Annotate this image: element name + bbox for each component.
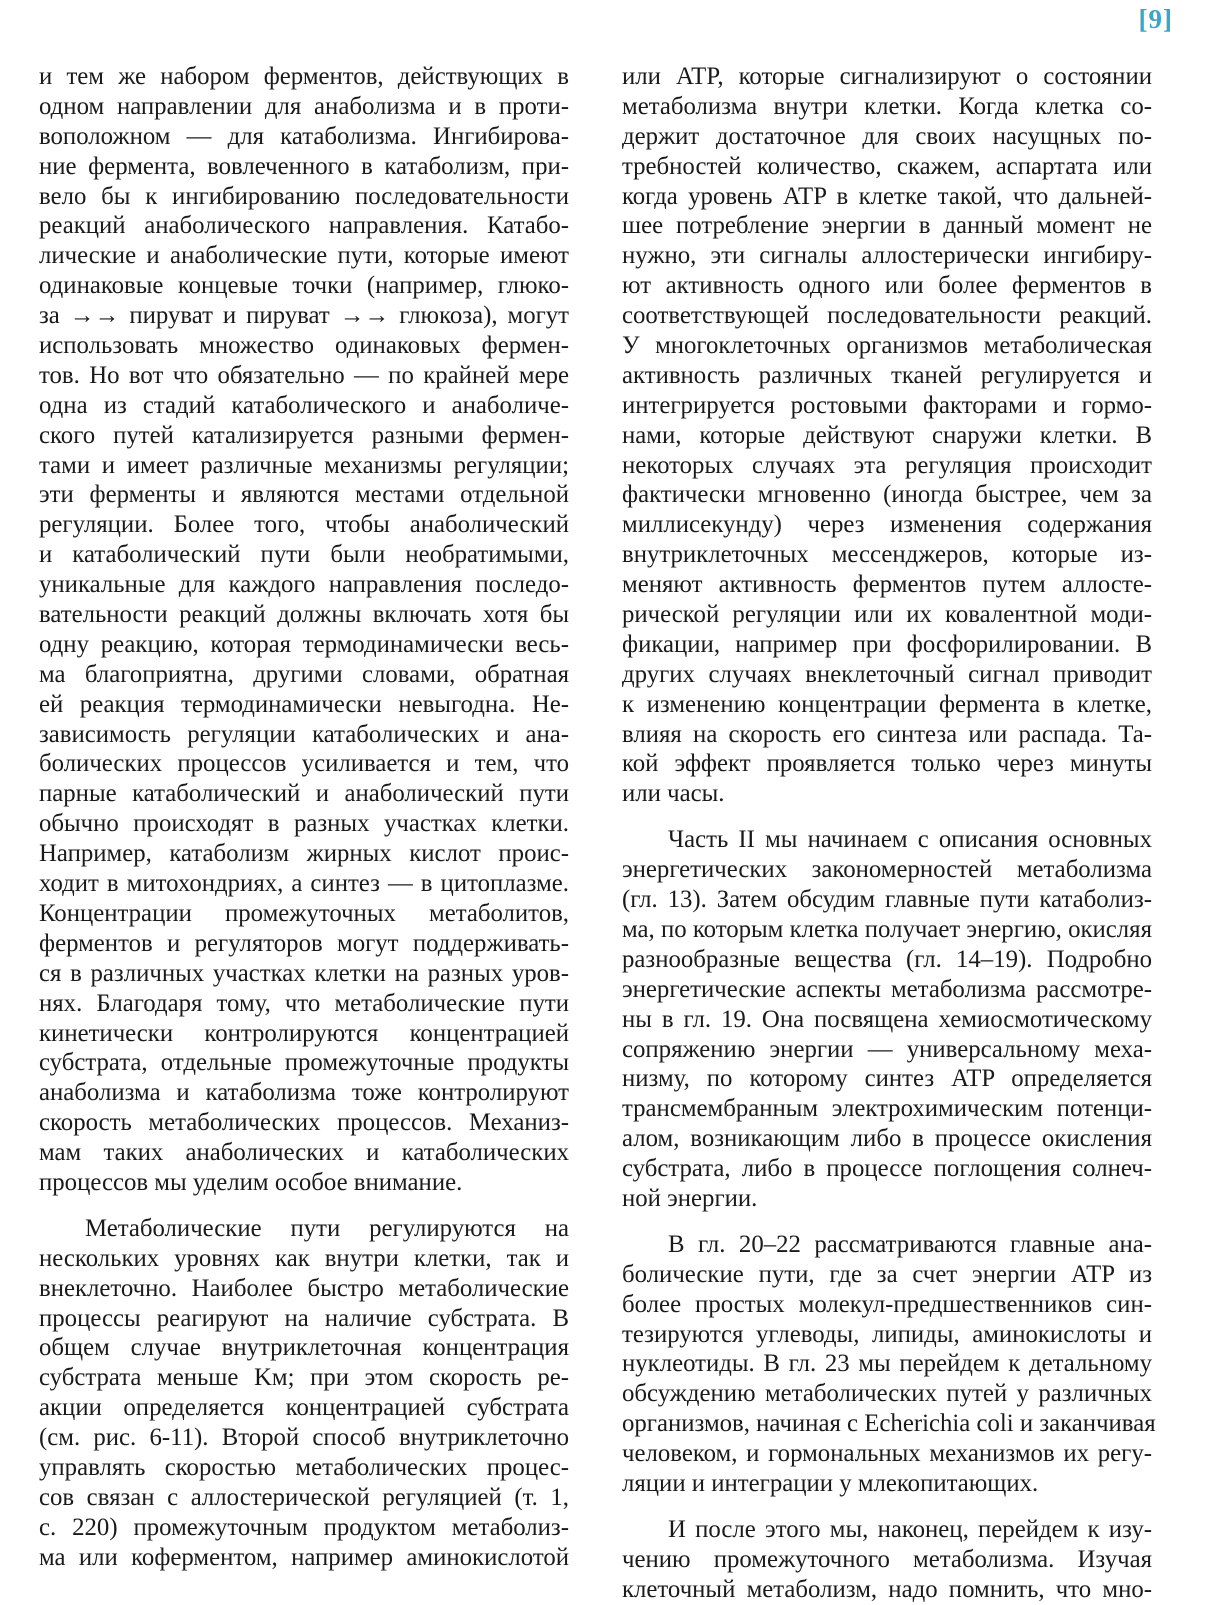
text-line: ние фермента, вовлеченного в катаболизм, при-: [39, 152, 569, 180]
text-line: субстрата, либо в процессе поглощения солнеч-: [622, 1155, 1152, 1183]
text-line: держит достаточное для своих насущных по-: [622, 122, 1152, 150]
text-line: ляции и интеграции у млекопитающих.: [622, 1469, 1039, 1497]
text-line: миллисекунду) через изменения содержания: [622, 511, 1152, 539]
text-line: сов связан с аллостерической регуляцией (т. 1,: [39, 1483, 569, 1511]
text-line: активность различных тканей регулируется и: [622, 361, 1152, 389]
text-line: (см. рис. 6-11). Второй способ внутриклеточно: [39, 1424, 569, 1452]
text-line: одном направлении для анаболизма и в проти-: [39, 92, 569, 120]
text-line: меняют активность ферментов путем аллосте-: [622, 571, 1152, 599]
text-line: Часть II мы начинаем с описания основных: [668, 826, 1152, 854]
text-line: кой эффект проявляется только через минуты: [622, 750, 1152, 778]
text-line: тов. Но вот что обязательно — по крайней мере: [39, 361, 569, 389]
text-line: нами, которые действуют снаружи клетки. В: [622, 421, 1152, 449]
text-line: воположном — для катаболизма. Ингибирова-: [39, 122, 569, 150]
text-line: влияя на скорость его синтеза или распада. Та-: [622, 720, 1152, 748]
text-line: человеком, и гормональных механизмов их регу-: [622, 1440, 1152, 1468]
text-line: фактически мгновенно (иногда быстрее, чем за: [622, 481, 1152, 509]
text-line: клеточный метаболизм, надо помнить, что мно-: [622, 1575, 1152, 1603]
text-line: мам таких анаболических и катаболических: [39, 1139, 569, 1167]
text-line: регуляции. Более того, чтобы анаболический: [39, 511, 569, 539]
text-line: управлять скоростью метаболических процес-: [39, 1453, 569, 1481]
text-line: Например, катаболизм жирных кислот проис-: [39, 840, 569, 868]
text-line: энергетических закономерностей метаболизма: [622, 856, 1152, 884]
paragraph-spacer: [622, 1499, 1152, 1515]
text-line: обычно происходят в разных участках клетки.: [39, 810, 569, 838]
text-line: за →→ пируват и пируват →→ глюкоза), могут: [39, 302, 569, 330]
text-line: алом, возникающим либо в процессе окисления: [622, 1125, 1152, 1153]
text-line: анаболизма и катаболизма тоже контролируют: [39, 1079, 569, 1107]
text-line: одна из стадий катаболического и анаболиче-: [39, 391, 569, 419]
text-line: когда уровень ATP в клетке такой, что дальней-: [622, 182, 1152, 210]
text-line: ны в гл. 19. Она посвящена хемиосмотическому: [622, 1005, 1152, 1033]
text-line: шее потребление энергии в данный момент не: [622, 212, 1152, 240]
text-line: организмов, начиная с Echerichia coli и заканчивая: [622, 1410, 1156, 1438]
text-line: ходит в митохондриях, а синтез — в цитоплазме.: [39, 870, 569, 898]
paragraph-spacer: [622, 1214, 1152, 1230]
text-line: рической регуляции или их ковалентной моди-: [622, 601, 1152, 629]
text-line: зависимость регуляции катаболических и ана-: [39, 720, 569, 748]
left-text-column: [39, 62, 569, 1573]
text-line: кинетически контролируются концентрацией: [39, 1019, 569, 1047]
text-line: внутриклеточных мессенджеров, которые из-: [622, 541, 1152, 569]
text-line: ферментов и регуляторов могут поддерживать-: [39, 929, 569, 957]
text-line: сопряжению энергии — универсальному меха-: [622, 1035, 1152, 1063]
text-line: нужно, эти сигналы аллостерически ингибиру-: [622, 242, 1152, 270]
text-line: разнообразные вещества (гл. 14–19). Подробно: [622, 945, 1152, 973]
text-line: обсуждению метаболических путей у различных: [622, 1380, 1152, 1408]
text-line: болические пути, где за счет энергии ATP из: [622, 1260, 1152, 1288]
text-line: требностей количество, скажем, аспартата или: [622, 152, 1152, 180]
text-line: процессы реагируют на наличие субстрата. В: [39, 1304, 569, 1332]
text-line: общем случае внутриклеточная концентрация: [39, 1334, 569, 1362]
right-text-column: [622, 62, 1156, 1605]
text-line: к изменению концентрации фермента в клетке,: [622, 690, 1152, 718]
text-line: одну реакцию, которая термодинамически весь-: [39, 630, 569, 658]
text-line: некоторых случаях эта регуляция происходит: [622, 451, 1152, 479]
text-line: одинаковые концевые точки (например, глюко-: [39, 272, 569, 300]
text-line: У многоклеточных организмов метаболическая: [622, 332, 1152, 360]
text-line: лические и анаболические пути, которые имеют: [39, 242, 569, 270]
paragraph-spacer: [622, 809, 1152, 825]
text-line: соответствующей последовательности реакций.: [622, 302, 1152, 330]
text-line: или часы.: [622, 780, 725, 808]
text-line: ма или коферментом, например аминокислотой: [39, 1543, 569, 1571]
text-line: тезируются углеводы, липиды, аминокислоты и: [622, 1320, 1152, 1348]
paragraph-spacer: [39, 1198, 569, 1214]
text-line: и тем же набором ферментов, действующих в: [39, 63, 569, 90]
text-line: И после этого мы, наконец, перейдем к изу-: [668, 1515, 1152, 1543]
text-line: субстрата меньше Kм; при этом скорость ре-: [39, 1364, 569, 1392]
text-line: уникальные для каждого направления последо-: [39, 571, 569, 599]
text-line: чению промежуточного метаболизма. Изучая: [622, 1545, 1152, 1573]
page-number: [9]: [1138, 4, 1173, 34]
text-line: вело бы к ингибированию последовательности: [39, 182, 569, 210]
text-line: ма благоприятна, другими словами, обратная: [39, 660, 569, 688]
text-line: метаболизма внутри клетки. Когда клетка со-: [622, 92, 1152, 120]
text-line: более простых молекул-предшественников син-: [622, 1290, 1152, 1318]
text-line: ся в различных участках клетки на разных уров-: [39, 959, 569, 987]
text-line: трансмембранным электрохимическим потенци-: [622, 1095, 1152, 1123]
text-line: интегрируется ростовыми факторами и гормо-: [622, 391, 1152, 419]
text-line: Концентрации промежуточных метаболитов,: [39, 899, 569, 927]
text-line: использовать множество одинаковых фермен-: [39, 332, 569, 360]
text-line: процессов мы уделим особое внимание.: [39, 1168, 463, 1196]
text-line: В гл. 20–22 рассматриваются главные ана-: [668, 1230, 1152, 1258]
text-line: фикации, например при фосфорилировании. В: [622, 630, 1152, 658]
text-line: акции определяется концентрацией субстрата: [39, 1394, 569, 1422]
text-line: внеклеточно. Наиболее быстро метаболические: [39, 1274, 569, 1302]
text-line: ют активность одного или более ферментов в: [622, 272, 1152, 300]
text-line: субстрата, отдельные промежуточные продукты: [39, 1049, 569, 1077]
text-line: ского путей катализируется разными фермен-: [39, 421, 569, 449]
text-line: энергетические аспекты метаболизма рассмотре-: [622, 975, 1152, 1003]
text-line: с. 220) промежуточным продуктом метаболиз-: [39, 1513, 569, 1541]
text-line: ной энергии.: [622, 1184, 758, 1212]
text-line: Метаболические пути регулируются на: [85, 1214, 569, 1242]
text-line: нях. Благодаря тому, что метаболические пути: [39, 989, 569, 1017]
text-line: нуклеотиды. В гл. 23 мы перейдем к детальному: [622, 1350, 1152, 1378]
text-line: вательности реакций должны включать хотя бы: [39, 601, 569, 629]
text-line: нескольких уровнях как внутри клетки, так и: [39, 1244, 569, 1272]
text-line: реакций анаболического направления. Катабо-: [39, 212, 569, 240]
text-line: болических процессов усиливается и тем, что: [39, 750, 569, 778]
text-line: скорость метаболических процессов. Механиз-: [39, 1109, 569, 1137]
text-line: или ATP, которые сигнализируют о состоянии: [622, 63, 1152, 90]
text-line: ей реакция термодинамически невыгодна. Не-: [39, 690, 569, 718]
text-line: парные катаболический и анаболический пути: [39, 780, 569, 808]
text-line: тами и имеет различные механизмы регуляции;: [39, 451, 569, 479]
text-line: и катаболический пути были необратимыми,: [39, 541, 569, 569]
text-line: (гл. 13). Затем обсудим главные пути катаболиз-: [622, 886, 1152, 914]
text-line: низму, по которому синтез ATP определяется: [622, 1065, 1152, 1093]
text-line: других случаях внеклеточный сигнал приводит: [622, 660, 1152, 688]
text-line: эти ферменты и являются местами отдельной: [39, 481, 569, 509]
text-line: ма, по которым клетка получает энергию, окисляя: [622, 915, 1152, 943]
